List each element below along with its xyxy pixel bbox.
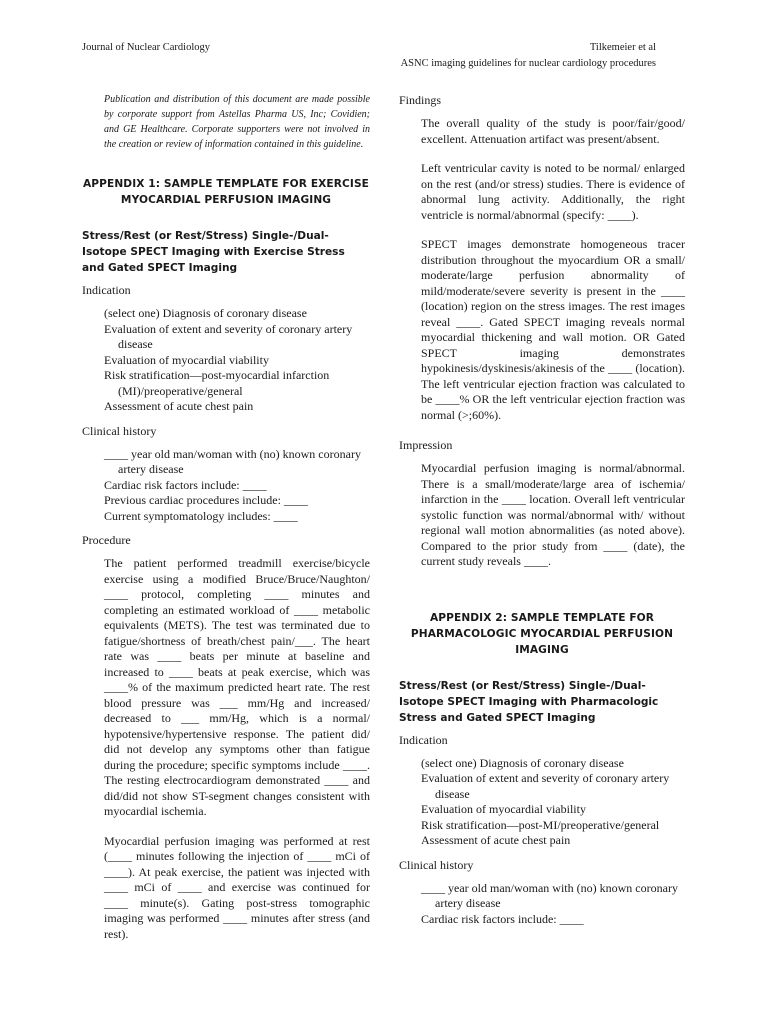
list-item: Cardiac risk factors include: ____ xyxy=(421,911,584,926)
list-item: Assessment of acute chest pain xyxy=(421,833,571,847)
list-item: ____ year old man/woman with (no) known coronary artery disease xyxy=(421,880,678,910)
running-header-title-line: ASNC imaging guidelines for nuclear cardiology procedures xyxy=(400,58,656,69)
running-header-authors xyxy=(401,40,656,72)
procedure-label: Procedure xyxy=(82,533,131,547)
list-item: Evaluation of myocardial viability xyxy=(421,802,586,816)
clinical-history-label: Clinical history xyxy=(82,423,157,438)
findings-label: Findings xyxy=(399,93,442,107)
list-item: Cardiac risk factors include: ____ xyxy=(104,477,267,492)
list-item: Evaluation of extent and severity of coronary artery disease xyxy=(104,321,353,351)
list-item: Evaluation of extent and severity of coronary artery disease xyxy=(421,771,670,801)
indication-list xyxy=(104,306,370,415)
indication-list xyxy=(421,756,685,849)
procedure-paragraph-2: Myocardial perfusion imaging was performed at rest (____ minutes following the injection of ____ mCi of ____). At peak exercise, the patient was injected with ____ mCi of ____ and exercise was continued for ____ minute(s). Gating post-stress tomographic imaging was performed ____ minutes after stress (and rest). xyxy=(104,833,370,941)
findings-paragraph-1: The overall quality of the study is poor/fair/good/ excellent. Attenuation artifact was present/absent. xyxy=(421,116,685,146)
findings-paragraph-3: SPECT images demonstrate homogeneous tracer distribution throughout the myocardium OR a small/ moderate/large perfusion abnormality of mild/moderate/severe severity is present in the ____ (location) region on the stress images. The rest images reveal ____. Gated SPECT imaging reveals normal myocardial thickening and wall motion. OR Gated SPECT imaging demonstrates hypokinesis/dyskinesis/akinesis of the ____ (location). The left ventricular ejection fraction was calculated to be ____% OR the left ventricular ejection fraction was normal (>;60%). xyxy=(421,237,685,422)
list-item: Evaluation of myocardial viability xyxy=(104,352,269,367)
list-item: Risk stratification—post-myocardial infarction (MI)/preoperative/general xyxy=(104,368,330,398)
corporate-support-note: Publication and distribution of this document are made possible by corporate support from Astellas Pharma US, Inc; Covidien; and GE Healthcare. Corporate supporters were not involved in the creation or review of information contained in this guideline. xyxy=(104,94,370,150)
list-item: ____ year old man/woman with (no) known coronary artery disease xyxy=(104,446,361,476)
list-item: Current symptomatology includes: ____ xyxy=(104,508,298,523)
impression-paragraph: Myocardial perfusion imaging is normal/abnormal. There is a small/moderate/large area of ischemia/ infarction in the ____ location. Overall left ventricular systolic function was normal/abnormal with/ without regional wall motion abnormalities (as noted above). Compared to the prior study from ____ (date), the current study reveals ____. xyxy=(421,461,685,568)
findings-paragraph-2: Left ventricular cavity is noted to be normal/ enlarged on the rest (and/or stress) studies. There is evidence of abnormal lung activity. Additionally, the right ventricle is normal/abnormal (specify: ____). xyxy=(421,161,685,222)
indication-label: Indication xyxy=(82,283,131,297)
appendix-2-title: APPENDIX 2: SAMPLE TEMPLATE FOR PHARMACOLOGIC MYOCARDIAL PERFUSION IMAGING xyxy=(410,611,674,656)
indication-label: Indication xyxy=(399,732,448,747)
appendix-2-subheading: Stress/Rest (or Rest/Stress) Single-/Dual-Isotope SPECT Imaging with Pharmacologic Stress and Gated SPECT Imaging xyxy=(399,679,659,724)
appendix-1-subheading: Stress/Rest (or Rest/Stress) Single-/Dual-Isotope SPECT Imaging with Exercise Stress and Gated SPECT Imaging xyxy=(82,230,345,274)
running-header-journal: Journal of Nuclear Cardiology xyxy=(82,42,211,53)
clinical-history-list xyxy=(421,881,685,928)
impression-label: Impression xyxy=(399,438,453,452)
clinical-history-list xyxy=(104,447,370,525)
clinical-history-label: Clinical history xyxy=(399,857,474,872)
list-item: Previous cardiac procedures include: ____ xyxy=(104,493,308,507)
list-item: (select one) Diagnosis of coronary disease xyxy=(421,755,624,770)
running-header-author-line: Tilkemeier et al xyxy=(589,42,656,53)
procedure-paragraph-1: The patient performed treadmill exercise/bicycle exercise using a modified Bruce/Bruce/Naughton/ ____ protocol, completing ____ minutes and completing an estimated workload of ____ metabolic equivalents (METS). The test was terminated due to fatigue/shortness of breath/chest pain/___. The heart rate was ____ beats per minute at baseline and increased to ____ beats at peak exercise, which was ____% of the maximum predicted heart rate. The rest blood pressure was ___ mm/Hg and increased/ decreased to ___ mm/Hg, which is a normal/ hypotensive/hypertensive response. The patient did/ did not develop any symptoms other than fatigue during the procedure; specific symptoms include ____. The resting electrocardiogram demonstrated ____ and did/did not show ST-segment changes consistent with myocardial ischemia. xyxy=(104,556,370,818)
left-column xyxy=(82,92,370,952)
list-item: Assessment of acute chest pain xyxy=(104,399,254,413)
right-column xyxy=(399,92,685,935)
list-item: (select one) Diagnosis of coronary disease xyxy=(104,306,307,320)
appendix-1-title: APPENDIX 1: SAMPLE TEMPLATE FOR EXERCISE MYOCARDIAL PERFUSION IMAGING xyxy=(82,178,370,206)
list-item: Risk stratification—post-MI/preoperative/general xyxy=(421,817,660,832)
